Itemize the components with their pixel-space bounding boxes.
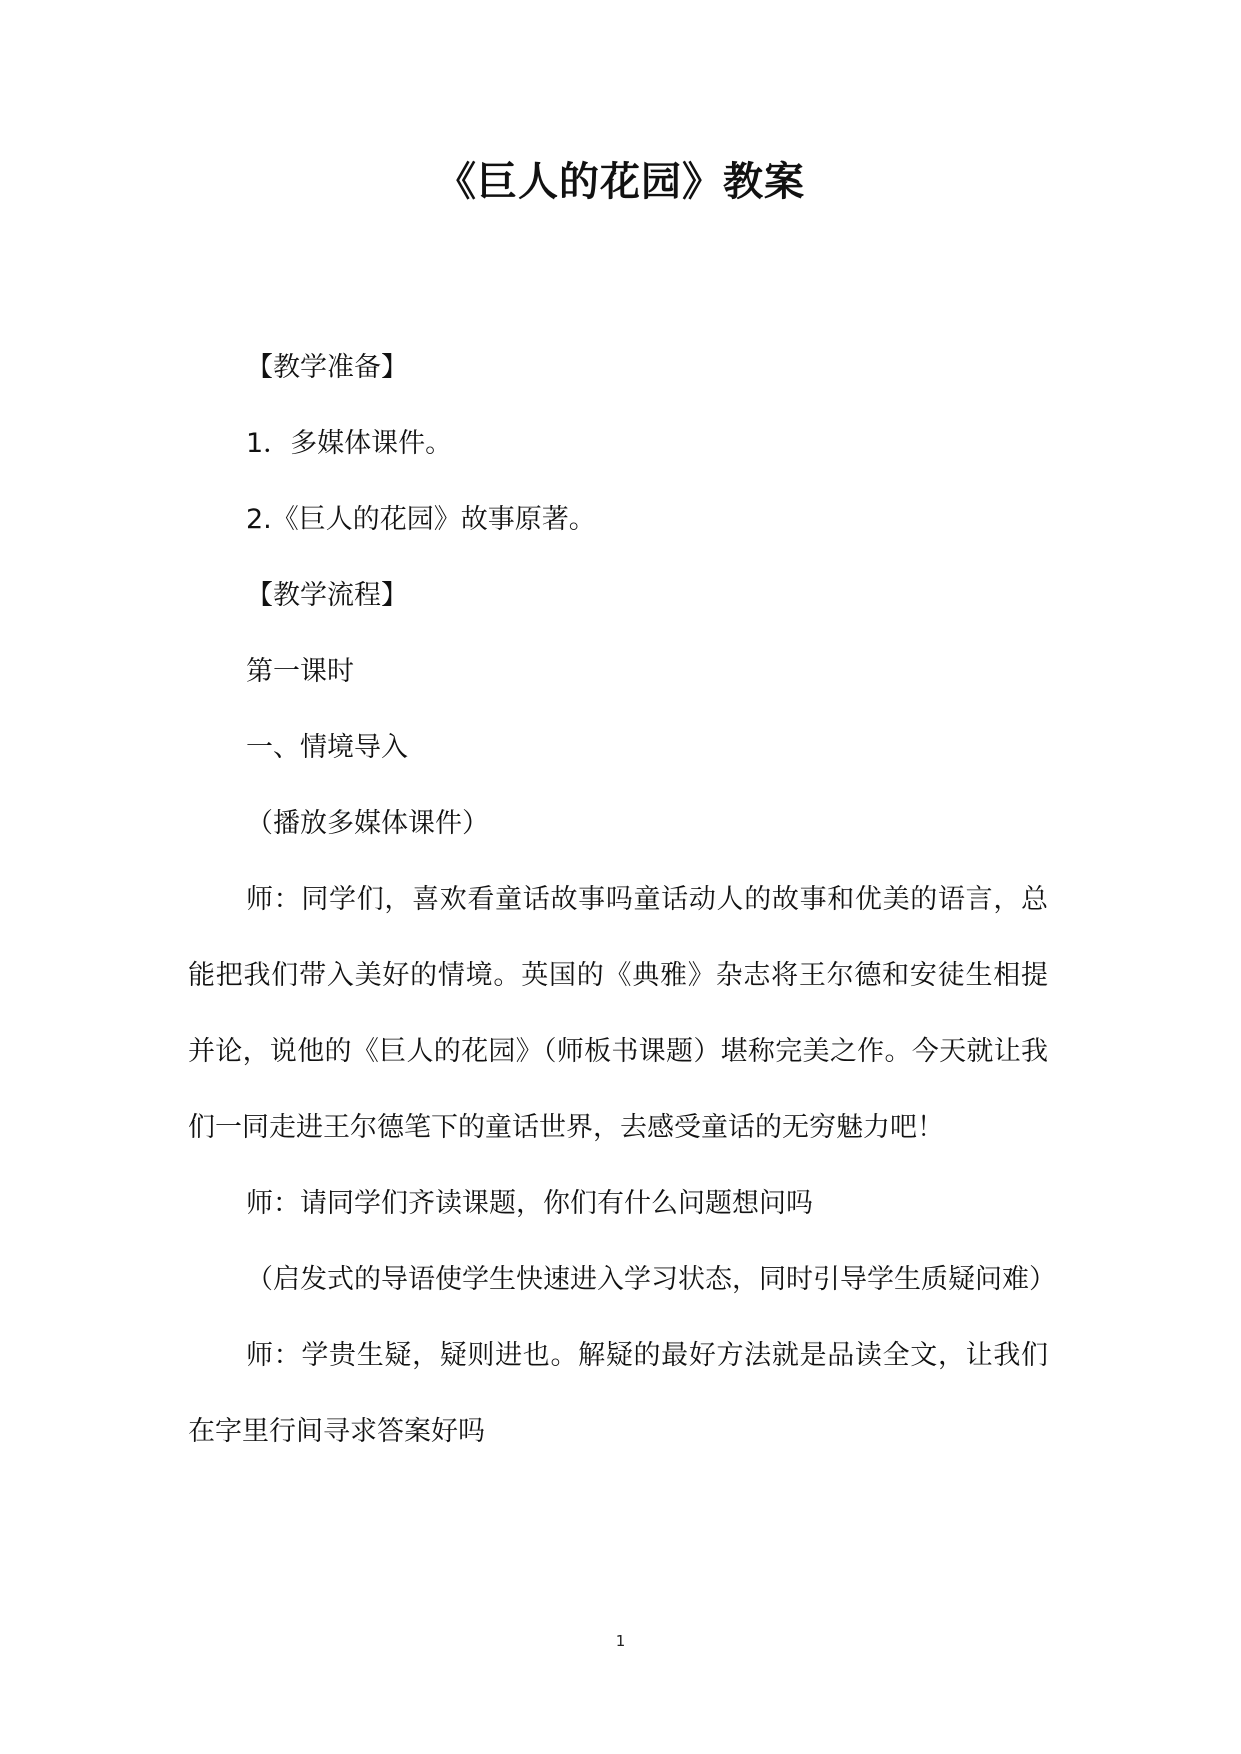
lesson-heading: 第一课时: [246, 656, 354, 687]
body-paragraph: 师：同学们，喜欢看童话故事吗童话动人的故事和优美的语言，总能把我们带入美好的情境。英国的《典雅》杂志将王尔德和安徒生相提并论，说他的《巨人的花园》（师板书课题）堪称完美之作。今天就让我们一同走进王尔德笔下的童话世界，去感受童话的无穷魅力吧！: [188, 884, 1048, 1143]
list-item: 2.《巨人的花园》故事原著。: [246, 504, 596, 535]
body-paragraph: 师：请同学们齐读课题，你们有什么问题想问吗: [246, 1188, 813, 1219]
stage-direction: （播放多媒体课件）: [246, 808, 489, 839]
body-paragraph: 师：学贵生疑，疑则进也。解疑的最好方法就是品读全文，让我们在字里行间寻求答案好吗: [188, 1340, 1048, 1447]
document-body: [188, 330, 1056, 1470]
document-title: 《巨人的花园》教案: [436, 159, 805, 205]
section-heading-process: 【教学流程】: [246, 580, 408, 611]
step-heading: 一、情境导入: [246, 732, 408, 763]
list-item: 1．多媒体课件。: [246, 428, 453, 459]
page-number: 1: [615, 1632, 626, 1650]
section-heading-preparation: 【教学准备】: [246, 352, 408, 383]
stage-direction: （启发式的导语使学生快速进入学习状态，同时引导学生质疑问难）: [246, 1264, 1056, 1295]
